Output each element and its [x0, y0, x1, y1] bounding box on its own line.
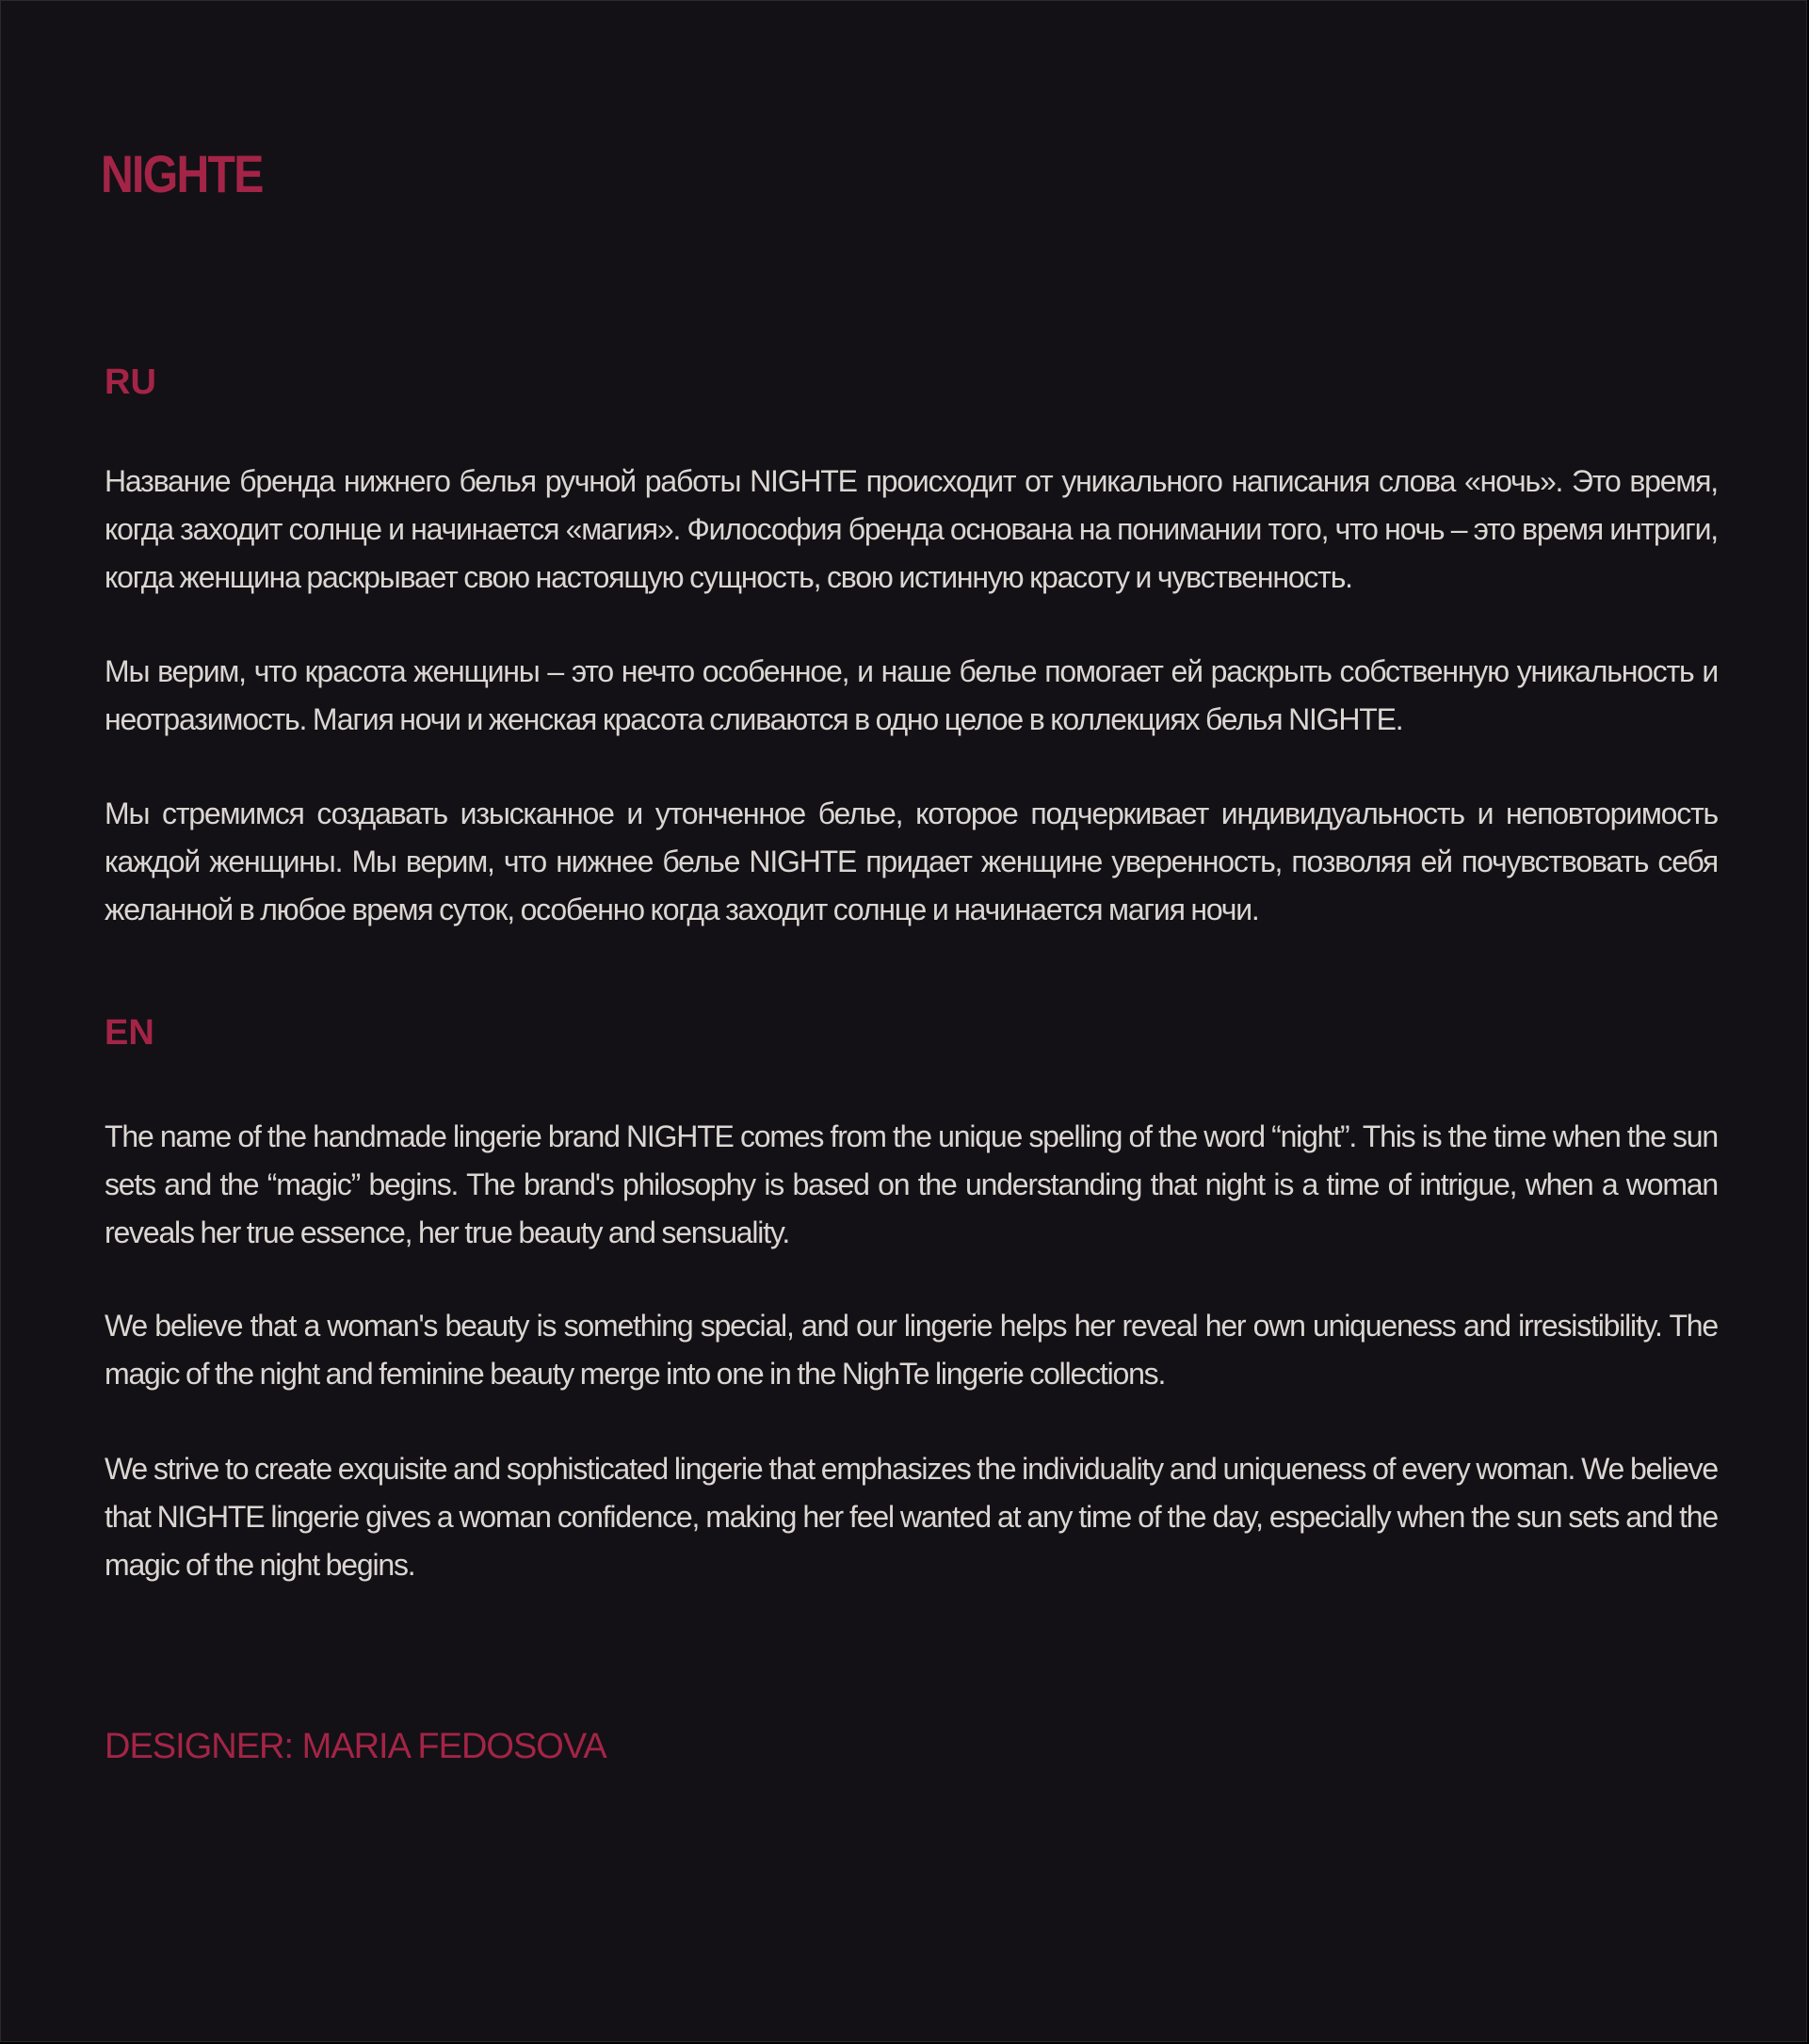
section-en: [105, 1113, 1718, 1589]
en-paragraph-1: The name of the handmade lingerie brand NIGHTE comes from the unique spelling of the word “night”. This is the time when the sun sets and the “magic” begins. The brand's philosophy is based on the understanding that night is a time of intrigue, when a woman reveals her true essence, her true beauty and sensuality.: [105, 1119, 1718, 1250]
ru-paragraph-1: Название бренда нижнего белья ручной работы NIGHTE происходит от уникального написания слова «ночь». Это время, когда заходит солнце и начинается «магия». Философия бренда основана на понимании того, что ночь – это время интриги, когда женщина раскрывает свою настоящую сущность, свою истинную красоту и чувственность.: [105, 463, 1718, 594]
section-label-ru: RU: [105, 362, 156, 403]
section-ru: [105, 458, 1718, 934]
designer-credit: DESIGNER: MARIA FEDOSOVA: [105, 1727, 606, 1767]
brand-title: NIGHTE: [101, 144, 263, 203]
ru-paragraph-3: Мы стремимся создавать изысканное и утонченное белье, которое подчеркивает индивидуальность и неповторимость каждой женщины. Мы верим, что нижнее белье NIGHTE придает женщине уверенность, позволяя ей почувствовать себя желанной в любое время суток, особенно когда заходит солнце и начинается магия ночи.: [105, 796, 1718, 926]
en-paragraph-2: We believe that a woman's beauty is something special, and our lingerie helps her reveal her own uniqueness and irresistibility. The magic of the night and feminine beauty merge into one in the NighTe lingerie collections.: [105, 1309, 1718, 1392]
ru-paragraph-2: Мы верим, что красота женщины – это нечто особенное, и наше белье помогает ей раскрыть собственную уникальность и неотразимость. Магия ночи и женская красота сливаются в одно целое в коллекциях белья NIGHTE.: [105, 653, 1718, 736]
section-label-en: EN: [105, 1012, 154, 1053]
en-paragraph-3: We strive to create exquisite and sophisticated lingerie that emphasizes the individuality and uniqueness of every woman. We believe that NIGHTE lingerie gives a woman confidence, making her feel wanted at any time of the day, especially when the sun sets and the magic of the night begins.: [105, 1452, 1718, 1583]
content-column: [101, 142, 1718, 1769]
